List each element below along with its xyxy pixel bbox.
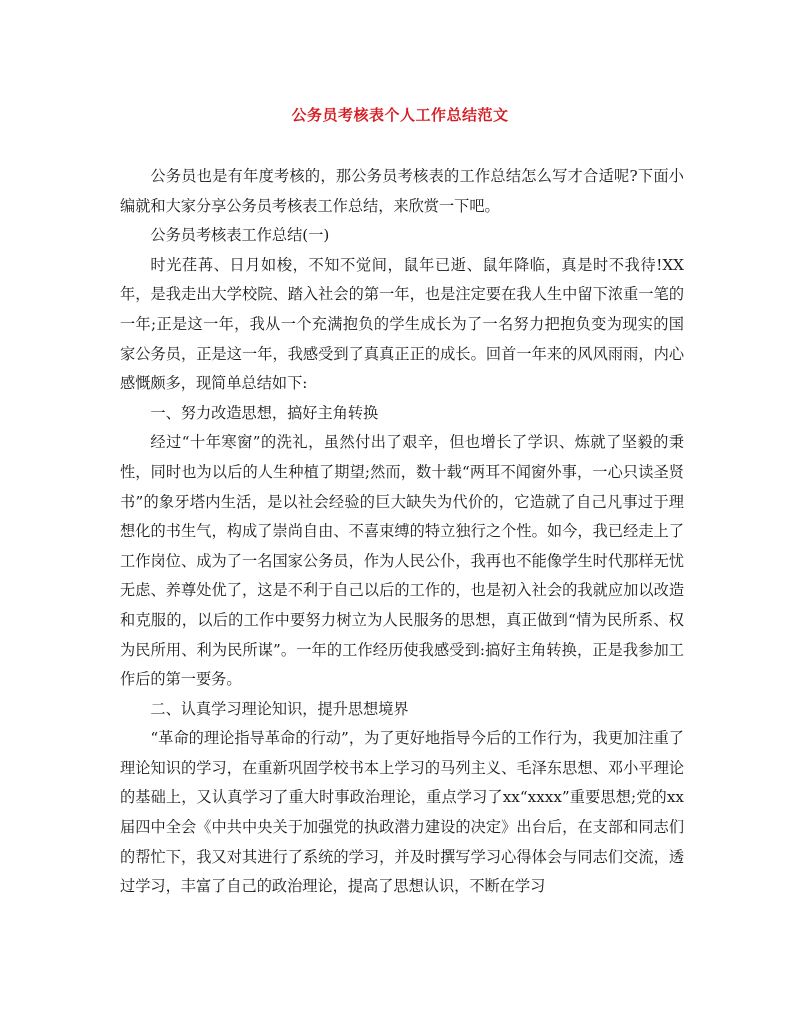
page-title: 公务员考核表个人工作总结范文 <box>291 106 509 124</box>
paragraph-section-two: “革命的理论指导革命的行动”，为了更好地指导今后的工作行为，我更加注重了理论知识的学习，在重新巩固学校书本上学习的马列主义、毛泽东思想、邓小平理论的基础上，又认真学习了重大时事政治理论，重点学习了xx“xxxx”重要思想;党的xx届四中全会《中共中央关于加强党的执政潜力建设的决定》出台后，在支部和同志们的帮忙下，我又对其进行了系统的学习，并及时撰写学习心得体会与同志们交流，透过学习，丰富了自己的政治理论，提高了思想认识，不断在学习 <box>120 729 684 896</box>
section-heading-one: 一、努力改造思想，搞好主角转换 <box>150 403 379 422</box>
document-body <box>120 162 684 902</box>
paragraph-section-one: 经过“十年寒窗”的洗礼，虽然付出了艰辛，但也增长了学识、炼就了坚毅的秉性，同时也为以后的人生种植了期望;然而，数十载“两耳不闻窗外事，一心只读圣贤书”的象牙塔内生活，是以社会经验的巨大缺失为代价的，它造就了自己凡事过于理想化的书生气，构成了崇尚自由、不喜束缚的特立独行之个性。如今，我已经走上了工作岗位、成为了一名国家公务员，作为人民公仆，我再也不能像学生时代那样无忧无虑、养尊处优了，这是不利于自己以后的工作的，也是初入社会的我就应加以改造和克服的，以后的工作中要努力树立为人民服务的思想，真正做到“情为民所系、权为民所用、利为民所谋”。一年的工作经历使我感受到:搞好主角转换，正是我参加工作后的第一要务。 <box>120 433 684 689</box>
paragraph-intro: 公务员也是有年度考核的，那公务员考核表的工作总结怎么写才合适呢?下面小编就和大家分享公务员考核表工作总结，来欣赏一下吧。 <box>120 167 684 215</box>
section-heading-summary-one: 公务员考核表工作总结(一) <box>150 226 330 245</box>
section-heading-two: 二、认真学习理论知识，提升思想境界 <box>150 699 409 718</box>
paragraph-opening: 时光荏苒、日月如梭，不知不觉间，鼠年已逝、鼠年降临，真是时不我待!XX年，是我走出大学校院、踏入社会的第一年，也是注定要在我人生中留下浓重一笔的一年;正是这一年，我从一个充满抱负的学生成长为了一名努力把抱负变为现实的国家公务员，正是这一年，我感受到了真真正正的成长。回首一年来的风风雨雨，内心感慨颇多，现简单总结如下: <box>120 255 684 393</box>
